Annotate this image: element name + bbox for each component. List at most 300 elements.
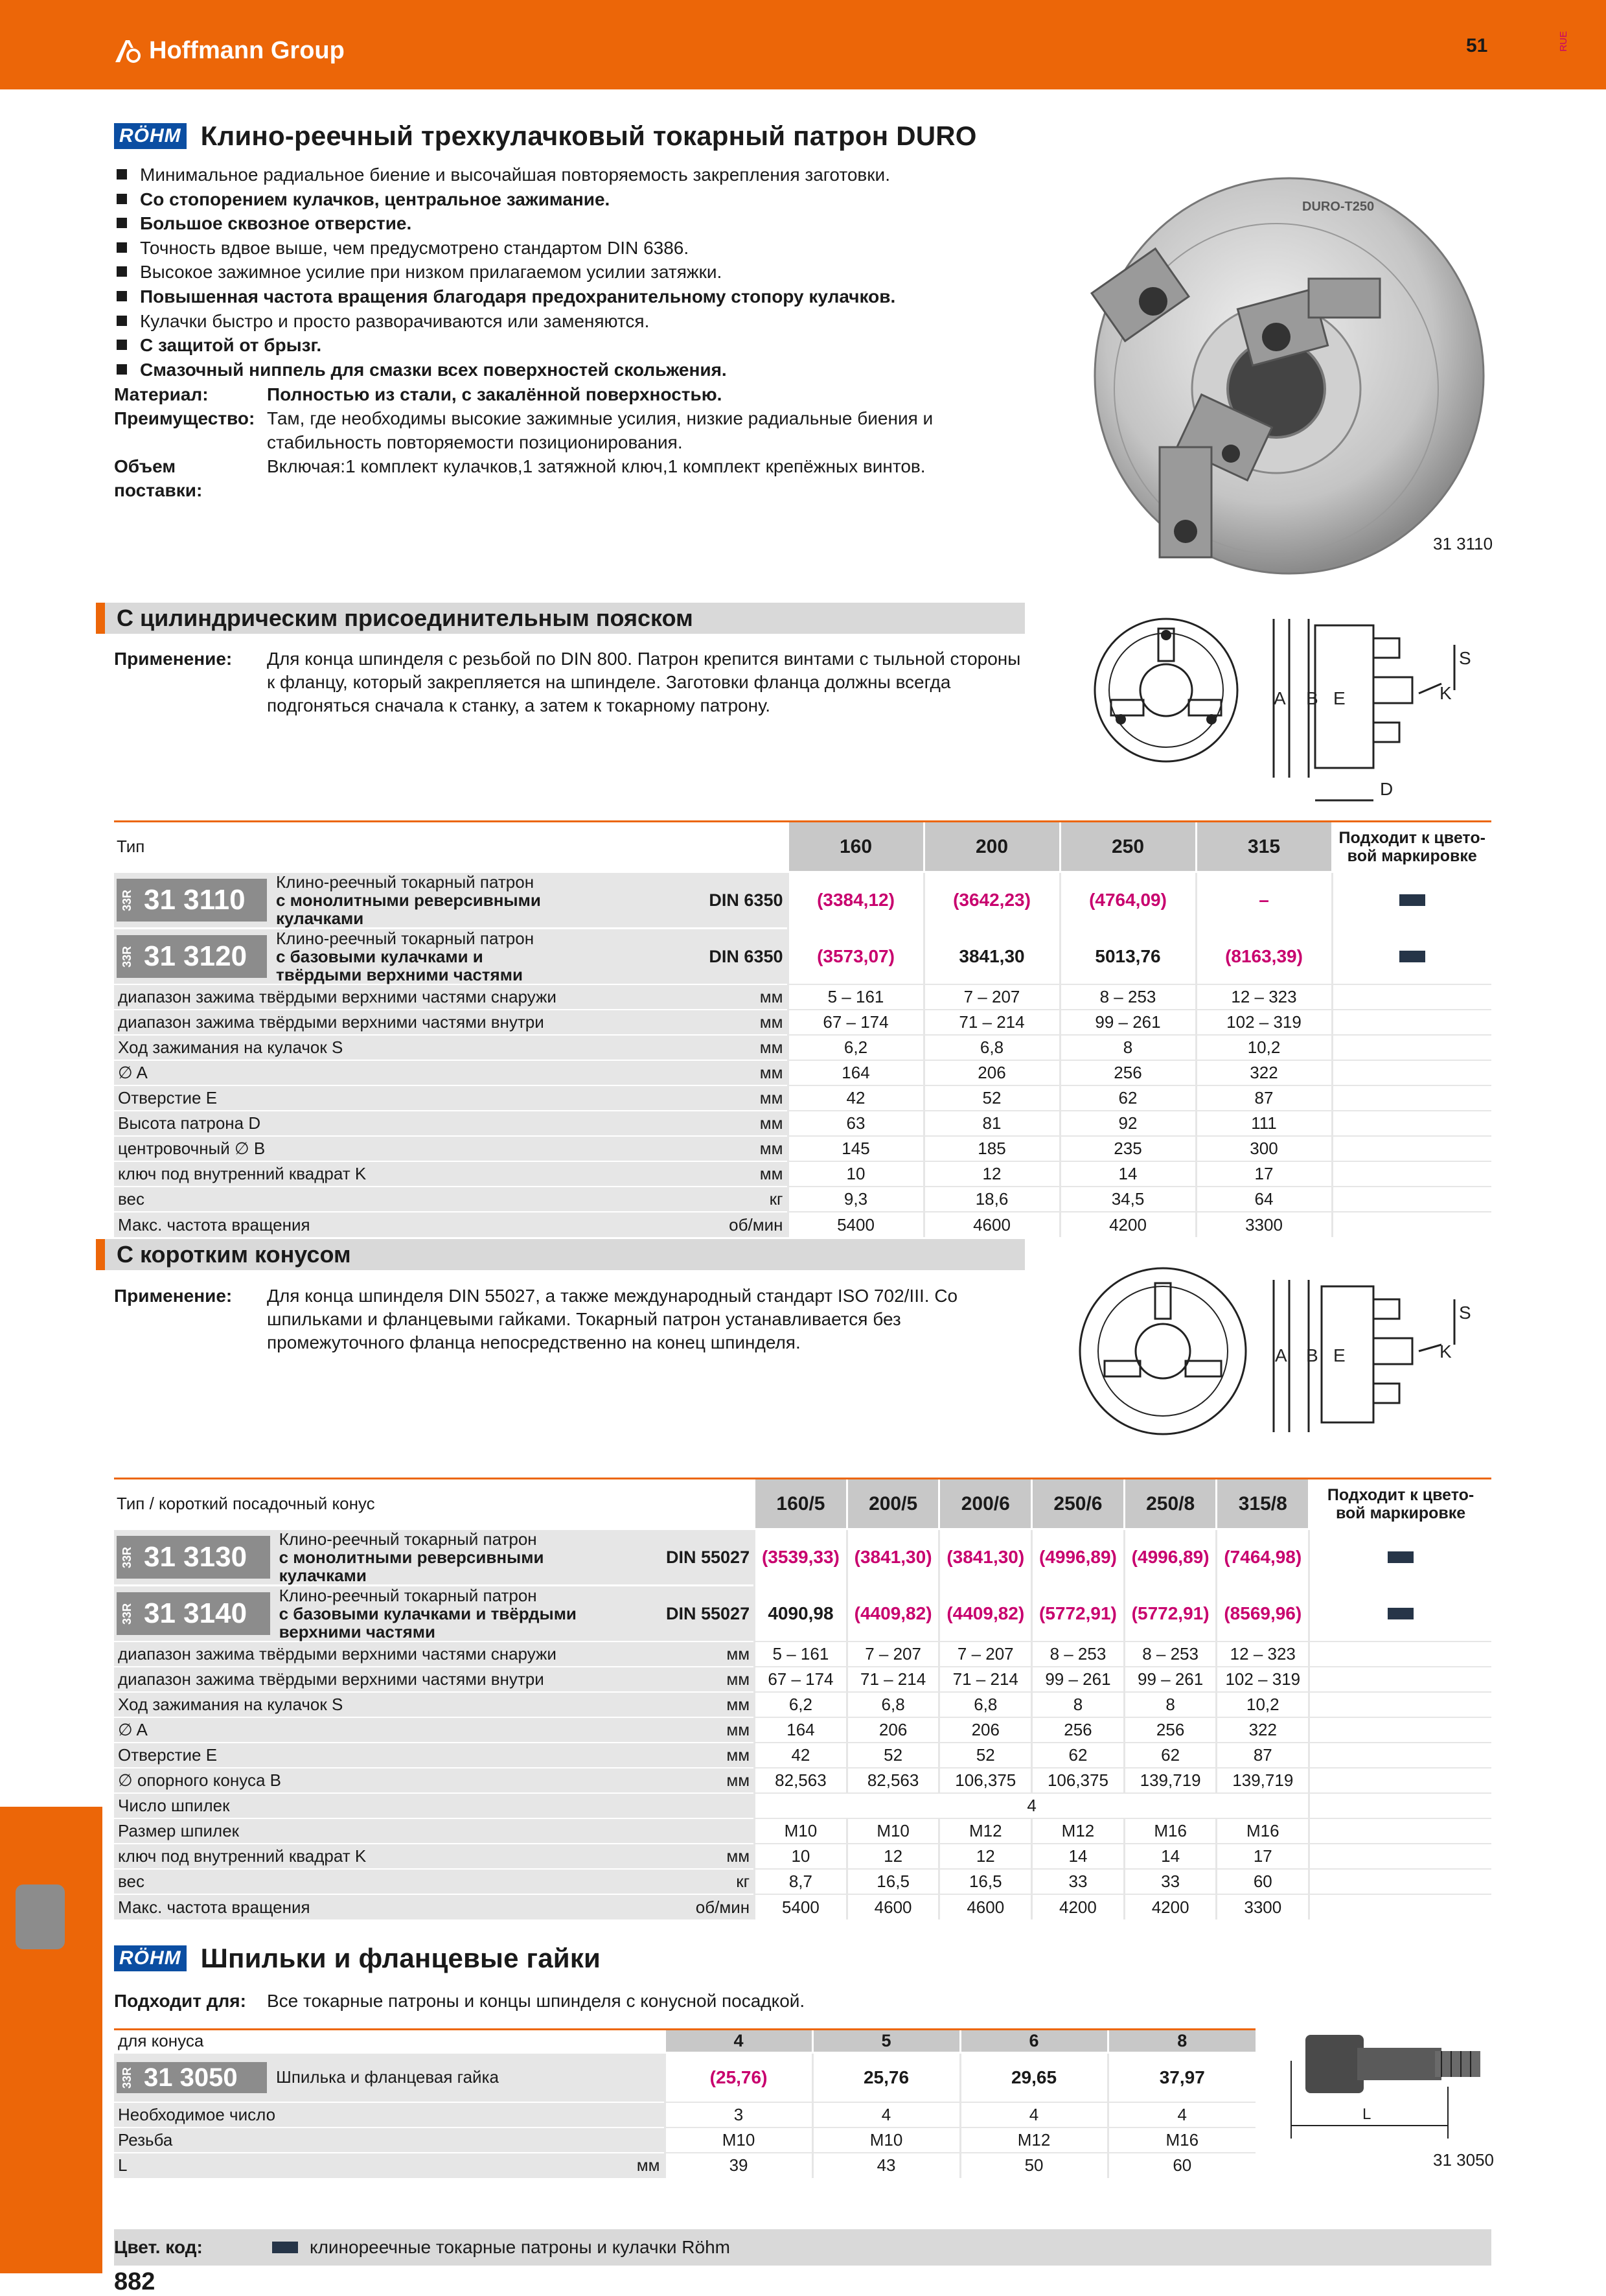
color-code-label: Цвет. код: [114, 2237, 203, 2257]
spec-value: 206 [924, 1060, 1060, 1085]
spec-unit: мм [583, 1768, 755, 1793]
spec-unit: кг [574, 1187, 788, 1212]
section-title-short-cone: С коротким конусом [117, 1241, 351, 1268]
spec-value: 8 [1060, 1035, 1196, 1060]
product-desc-line1: Клино-реечный токарный патрон [276, 872, 534, 892]
spec-value: 52 [939, 1743, 1032, 1768]
spec-value: 33 [1032, 1869, 1125, 1894]
spec-value: 106,375 [939, 1768, 1032, 1793]
rohm-logo: RÖHM [114, 1945, 187, 1971]
feature-item: Минимальное радиальное биение и высочайшая повторяемость закрепления заготовки. [114, 163, 1021, 187]
spec-value: 106,375 [1032, 1768, 1125, 1793]
type-header: Тип / короткий посадочный конус [114, 1479, 755, 1529]
price-cell[interactable]: 5013,76 [1060, 929, 1196, 985]
price-cell[interactable]: (3539,33) [755, 1529, 847, 1586]
price-cell[interactable]: 29,65 [960, 2053, 1108, 2102]
dim-k: K [1440, 1341, 1452, 1362]
product-desc-line2: с монолитными реверсивными кулачками [276, 890, 541, 928]
studs-title-row [114, 1943, 601, 1974]
price-cell[interactable]: (5772,91) [1124, 1586, 1217, 1642]
spec-unit: мм [583, 1641, 755, 1667]
color-code-footer [114, 2229, 1491, 2266]
spec-value: 12 – 323 [1196, 984, 1332, 1010]
spec-unit: мм [574, 1060, 788, 1085]
spec-unit: мм [574, 1010, 788, 1035]
spec-value: 4200 [1060, 1212, 1196, 1237]
spec-value: 6,8 [939, 1692, 1032, 1717]
spec-unit: мм [574, 984, 788, 1010]
spec-value: 4200 [1124, 1894, 1217, 1919]
spec-label: ∅ A [114, 1060, 574, 1085]
color-mark [1388, 1551, 1414, 1563]
spec-label: центровочный ∅ B [114, 1136, 574, 1161]
spec-value: 164 [788, 1060, 924, 1085]
spec-value: 18,6 [924, 1187, 1060, 1212]
section-title-cylindrical: С цилиндрическим присоединительным пояском [117, 605, 693, 631]
advantage-label: Преимущество: [114, 408, 255, 428]
spec-unit [606, 2128, 665, 2153]
product-desc-line2: с базовыми кулачками и твёрдыми верхними частями [276, 947, 523, 984]
spec-value: 64 [1196, 1187, 1332, 1212]
spec-value: 99 – 261 [1032, 1667, 1125, 1692]
fits-row [114, 1989, 1021, 2013]
spec-value: 5 – 161 [755, 1641, 847, 1667]
price-cell[interactable]: (3841,30) [939, 1529, 1032, 1586]
product-desc-line2: с базовыми кулачками и твёрдыми верхними частями [279, 1604, 577, 1641]
stud-photo [1286, 2022, 1493, 2151]
spec-value: 4 [755, 1793, 1309, 1818]
chuck-model-label: DURO-T250 [1302, 200, 1375, 214]
spec-value: 139,719 [1217, 1768, 1309, 1793]
spec-value: 8 [1032, 1692, 1125, 1717]
din-standard: DIN 55027 [583, 1529, 755, 1586]
spec-value: M10 [665, 2128, 812, 2153]
spec-value: 82,563 [755, 1768, 847, 1793]
article-number[interactable]: 31 3120 [137, 935, 267, 978]
spec-value: 12 [847, 1844, 939, 1869]
spec-value: 43 [812, 2153, 960, 2178]
spec-value: 50 [960, 2153, 1108, 2178]
spec-value: 7 – 207 [939, 1641, 1032, 1667]
feature-item: Кулачки быстро и просто разворачиваются или заменяются. [114, 309, 1021, 334]
size-column-header: 250/6 [1032, 1479, 1125, 1529]
spec-value: 17 [1196, 1161, 1332, 1187]
feature-item: Точность вдвое выше, чем предусмотрено стандартом DIN 6386. [114, 236, 1021, 261]
spec-row [114, 1869, 1491, 1894]
spec-row [114, 2153, 1256, 2178]
spec-value: 111 [1196, 1111, 1332, 1136]
feature-item: Большое сквозное отверстие. [114, 211, 1021, 236]
spec-label: L [114, 2153, 606, 2178]
spec-value: 16,5 [939, 1869, 1032, 1894]
color-mark [1388, 1608, 1414, 1619]
spec-value: 5400 [755, 1894, 847, 1919]
spec-value: 8,7 [755, 1869, 847, 1894]
product-row[interactable] [114, 929, 1491, 985]
feature-item: Высокое зажимное усилие при низком прилагаемом усилии затяжки. [114, 260, 1021, 284]
spec-value: 12 – 323 [1217, 1641, 1309, 1667]
spec-label: Ход зажимания на кулачок S [114, 1035, 574, 1060]
article-number[interactable]: 31 3140 [137, 1592, 270, 1635]
spec-value: 4 [812, 2102, 960, 2128]
size-column-header: 315/8 [1217, 1479, 1309, 1529]
spec-unit: мм [574, 1136, 788, 1161]
spec-row [114, 1035, 1491, 1060]
spec-unit: об/мин [583, 1894, 755, 1919]
dim-b: B [1306, 1345, 1318, 1365]
spec-value: 5400 [788, 1212, 924, 1237]
dim-s: S [1459, 1303, 1471, 1323]
article-prefix: 33R [117, 879, 137, 922]
din-standard: DIN 6350 [574, 872, 788, 929]
spec-value: 9,3 [788, 1187, 924, 1212]
spec-value: 256 [1060, 1060, 1196, 1085]
spec-value: 16,5 [847, 1869, 939, 1894]
brand-logo[interactable] [114, 32, 345, 69]
color-code-text: клинореечные токарные патроны и кулачки Röhm [310, 2237, 730, 2257]
spec-value: 52 [847, 1743, 939, 1768]
spec-row [114, 1692, 1491, 1717]
type-header: Тип [114, 822, 788, 872]
spec-value: 7 – 207 [924, 984, 1060, 1010]
spec-row [114, 1111, 1491, 1136]
application-label: Применение: [114, 649, 233, 669]
spec-label: ключ под внутренний квадрат K [114, 1161, 574, 1187]
spec-value: 322 [1217, 1717, 1309, 1743]
cone-column-header: 6 [960, 2030, 1108, 2053]
cone-column-header: 8 [1108, 2030, 1256, 2053]
spec-value: 7 – 207 [847, 1641, 939, 1667]
din-standard: DIN 55027 [583, 1586, 755, 1642]
article-number[interactable]: 31 3130 [137, 1536, 270, 1579]
spec-unit: мм [583, 1743, 755, 1768]
spec-label: Макс. частота вращения [114, 1894, 583, 1919]
spec-value: 33 [1124, 1869, 1217, 1894]
spec-value: 34,5 [1060, 1187, 1196, 1212]
product-desc-line1: Клино-реечный токарный патрон [276, 929, 534, 948]
spec-label: Размер шпилек [114, 1818, 583, 1844]
left-orange-stripe [0, 1807, 102, 2273]
spec-value: M10 [847, 1818, 939, 1844]
color-mark-header: Подходит к цвето-вой маркировке [1309, 1479, 1491, 1529]
spec-row [114, 1010, 1491, 1035]
spec-value: 300 [1196, 1136, 1332, 1161]
spec-value: 256 [1124, 1717, 1217, 1743]
spec-row [114, 1641, 1491, 1667]
product-row[interactable] [114, 872, 1491, 929]
price-cell[interactable]: (3384,12) [788, 872, 924, 929]
advantage-value: Там, где необходимы высокие зажимные усилия, низкие радиальные биения и стабильность повторяемости позиционирования. [267, 408, 934, 452]
spec-value: 10,2 [1196, 1035, 1332, 1060]
spec-label: Необходимое число [114, 2102, 606, 2128]
spec-unit: мм [574, 1035, 788, 1060]
din-standard: DIN 6350 [574, 929, 788, 985]
spec-row [114, 1085, 1491, 1111]
article-prefix: 33R [117, 2062, 137, 2093]
chuck-side-drawing [1270, 619, 1477, 820]
price-cell[interactable]: (4996,89) [1032, 1529, 1125, 1586]
product-desc: Шпилька и фланцевая гайка [270, 2053, 665, 2102]
product-title: Клино-реечный трехкулачковый токарный патрон DURO [200, 121, 977, 151]
spec-value: 4600 [939, 1894, 1032, 1919]
spec-value: 62 [1124, 1743, 1217, 1768]
dim-a: A [1275, 1345, 1287, 1365]
spec-label: Макс. частота вращения [114, 1212, 574, 1237]
spec-value: 42 [755, 1743, 847, 1768]
feature-item: Смазочный ниппель для смазки всех поверхностей скольжения. [114, 358, 1021, 382]
spec-unit: мм [606, 2153, 665, 2178]
dim-l: L [1362, 2105, 1371, 2123]
spec-row [114, 1136, 1491, 1161]
spec-value: 62 [1060, 1085, 1196, 1111]
spec-unit: мм [583, 1717, 755, 1743]
spec-value: 99 – 261 [1060, 1010, 1196, 1035]
spec-value: 5 – 161 [788, 984, 924, 1010]
feature-item: Повышенная частота вращения благодаря предохранительному стопору кулачков. [114, 284, 1021, 309]
price-cell[interactable]: (8569,96) [1217, 1586, 1309, 1642]
product-desc-line1: Клино-реечный токарный патрон [279, 1586, 537, 1605]
spec-row [114, 2128, 1256, 2153]
spec-value: 99 – 261 [1124, 1667, 1217, 1692]
size-column-header: 250/8 [1124, 1479, 1217, 1529]
spec-unit: об/мин [574, 1212, 788, 1237]
spec-value: 4600 [924, 1212, 1060, 1237]
spec-row [114, 1212, 1491, 1237]
spec-value: 62 [1032, 1743, 1125, 1768]
size-column-header: 315 [1196, 822, 1332, 872]
price-cell[interactable]: 37,97 [1108, 2053, 1256, 2102]
spec-value: 206 [847, 1717, 939, 1743]
spec-value: 4 [960, 2102, 1108, 2128]
spec-value: 71 – 214 [924, 1010, 1060, 1035]
spec-value: 8 – 253 [1124, 1641, 1217, 1667]
price-cell[interactable]: (3573,07) [788, 929, 924, 985]
spec-value: 63 [788, 1111, 924, 1136]
price-cell[interactable]: (7464,98) [1217, 1529, 1309, 1586]
short-cone-side-drawing [1270, 1280, 1477, 1435]
spec-unit: мм [574, 1111, 788, 1136]
spec-unit: мм [583, 1692, 755, 1717]
spec-value: 52 [924, 1085, 1060, 1111]
spec-value: 6,8 [847, 1692, 939, 1717]
spec-value: 6,2 [755, 1692, 847, 1717]
spec-label: Резьба [114, 2128, 606, 2153]
cone-column-header: 4 [665, 2030, 812, 2053]
price-cell[interactable]: (3841,30) [847, 1529, 939, 1586]
spec-label: диапазон зажима твёрдыми верхними частями снаружи [114, 984, 574, 1010]
size-column-header: 200 [924, 822, 1060, 872]
spec-value: 3300 [1217, 1894, 1309, 1919]
spec-label: Высота патрона D [114, 1111, 574, 1136]
rohm-logo: RÖHM [114, 123, 187, 149]
spec-value: 71 – 214 [939, 1667, 1032, 1692]
spec-value: 145 [788, 1136, 924, 1161]
spec-value: 10 [788, 1161, 924, 1187]
spec-row [114, 1187, 1491, 1212]
size-column-header: 200/5 [847, 1479, 939, 1529]
fits-text: Все токарные патроны и концы шпинделя с конусной посадкой. [267, 1991, 805, 2011]
application-text: Для конца шпинделя с резьбой по DIN 800. Патрон крепится винтами с тыльной стороны к фланцу, который закрепляется на шпинделе. Заготовки фланца должны всегда подгоняться сначала к станку, а затем к токарному патрону. [267, 649, 1021, 715]
side-code: RUE [1558, 31, 1569, 52]
spec-unit: мм [583, 1667, 755, 1692]
spec-value: 42 [788, 1085, 924, 1111]
spec-value: 87 [1217, 1743, 1309, 1768]
spec-label: диапазон зажима твёрдыми верхними частями внутри [114, 1667, 583, 1692]
spec-label: вес [114, 1869, 583, 1894]
spec-unit: кг [583, 1869, 755, 1894]
price-cell[interactable]: 25,76 [812, 2053, 960, 2102]
spec-value: 8 [1124, 1692, 1217, 1717]
dim-e: E [1333, 1345, 1346, 1365]
material-label: Материал: [114, 384, 209, 404]
product-desc-line1: Клино-реечный токарный патрон [279, 1529, 537, 1549]
product-row[interactable] [114, 1529, 1491, 1586]
table-short-cone [114, 1478, 1491, 1919]
spec-label: Ход зажимания на кулачок S [114, 1692, 583, 1717]
application-short-cone [114, 1284, 1021, 1354]
dim-a: A [1274, 688, 1286, 708]
spec-value: M16 [1124, 1818, 1217, 1844]
feature-item: Со стопорением кулачков, центральное зажимание. [114, 187, 1021, 212]
spec-value: 67 – 174 [788, 1010, 924, 1035]
dim-s: S [1459, 648, 1471, 668]
delivery-label: Объем поставки: [114, 456, 203, 500]
spec-row [114, 1894, 1491, 1919]
article-number[interactable]: 31 3110 [137, 879, 267, 922]
spec-value: 39 [665, 2153, 812, 2178]
size-column-header: 200/6 [939, 1479, 1032, 1529]
price-cell[interactable]: (5772,91) [1032, 1586, 1125, 1642]
spec-value: 164 [755, 1717, 847, 1743]
product-desc-line2: с монолитными реверсивными кулачками [279, 1548, 544, 1585]
spec-value: 6,8 [924, 1035, 1060, 1060]
article-prefix: 33R [117, 1592, 137, 1635]
spec-label: диапазон зажима твёрдыми верхними частями снаружи [114, 1641, 583, 1667]
spec-value: 8 – 253 [1060, 984, 1196, 1010]
spec-value: 256 [1032, 1717, 1125, 1743]
cone-column-header: 5 [812, 2030, 960, 2053]
spec-value: 14 [1032, 1844, 1125, 1869]
feature-list [114, 163, 1021, 382]
chuck-category-icon[interactable] [16, 1884, 65, 1949]
color-mark-header: Подходит к цвето-вой маркировке [1332, 822, 1491, 872]
spec-value: M16 [1108, 2128, 1256, 2153]
feature-item: С защитой от брызг. [114, 333, 1021, 358]
spec-value: 4200 [1032, 1894, 1125, 1919]
price-cell[interactable]: (3642,23) [924, 872, 1060, 929]
spec-unit: мм [574, 1085, 788, 1111]
spec-value: 60 [1217, 1869, 1309, 1894]
spec-value: M10 [812, 2128, 960, 2153]
spec-row [114, 1768, 1491, 1793]
delivery-value: Включая:1 комплект кулачков,1 затяжной ключ,1 комплект крепёжных винтов. [267, 456, 926, 476]
spec-value: 14 [1060, 1161, 1196, 1187]
dim-d: D [1380, 779, 1394, 799]
spec-unit [583, 1793, 755, 1818]
color-mark [272, 2242, 298, 2253]
spec-label: Отверстие E [114, 1085, 574, 1111]
dim-e: E [1333, 688, 1346, 708]
spec-value: 87 [1196, 1085, 1332, 1111]
spec-value: 60 [1108, 2153, 1256, 2178]
product-row[interactable] [114, 2053, 1256, 2102]
spec-value: M16 [1217, 1818, 1309, 1844]
spec-row [114, 1818, 1491, 1844]
hoffmann-logo-icon [114, 38, 143, 64]
price-cell[interactable]: (4764,09) [1060, 872, 1196, 929]
spec-unit: мм [574, 1161, 788, 1187]
spec-row [114, 2102, 1256, 2128]
size-column-header: 250 [1060, 822, 1196, 872]
spec-value: 67 – 174 [755, 1667, 847, 1692]
spec-unit [606, 2102, 665, 2128]
price-cell[interactable]: (4996,89) [1124, 1529, 1217, 1586]
spec-value: 322 [1196, 1060, 1332, 1085]
spec-label: диапазон зажима твёрдыми верхними частями внутри [114, 1010, 574, 1035]
short-cone-front-drawing [1069, 1264, 1257, 1439]
table-cylindrical [114, 820, 1491, 1237]
section-bar-cylindrical [96, 603, 1025, 634]
spec-value: 71 – 214 [847, 1667, 939, 1692]
dim-k: K [1440, 683, 1452, 703]
spec-value: M12 [1032, 1818, 1125, 1844]
price-cell[interactable]: 3841,30 [924, 929, 1060, 985]
spec-value: 10 [755, 1844, 847, 1869]
spec-value: 3 [665, 2102, 812, 2128]
studs-title: Шпильки и фланцевые гайки [200, 1943, 601, 1973]
spec-value: 12 [939, 1844, 1032, 1869]
price-cell[interactable]: – [1196, 872, 1332, 929]
spec-value: M12 [939, 1818, 1032, 1844]
price-cell[interactable]: (4409,82) [939, 1586, 1032, 1642]
table-studs [114, 2028, 1256, 2178]
spec-label: ключ под внутренний квадрат K [114, 1844, 583, 1869]
spec-row [114, 1161, 1491, 1187]
spec-value: 3300 [1196, 1212, 1332, 1237]
spec-row [114, 984, 1491, 1010]
dim-b: B [1306, 688, 1318, 708]
spec-row [114, 1743, 1491, 1768]
spec-unit: мм [583, 1844, 755, 1869]
spec-block [114, 382, 1021, 502]
catalog-page-number: 882 [114, 2268, 155, 2295]
spec-value: 6,2 [788, 1035, 924, 1060]
price-cell[interactable]: (4409,82) [847, 1586, 939, 1642]
page-number: 51 [1466, 35, 1488, 56]
spec-value: 206 [939, 1717, 1032, 1743]
spec-row [114, 1060, 1491, 1085]
price-cell[interactable]: 4090,98 [755, 1586, 847, 1642]
article-prefix: 33R [117, 935, 137, 978]
spec-value: 235 [1060, 1136, 1196, 1161]
spec-value: 102 – 319 [1196, 1010, 1332, 1035]
spec-label: ∅ опорного конуса B [114, 1768, 583, 1793]
spec-value: M12 [960, 2128, 1108, 2153]
article-number[interactable]: 31 3050 [137, 2062, 267, 2093]
article-prefix: 33R [117, 1536, 137, 1579]
spec-value: 82,563 [847, 1768, 939, 1793]
product-row[interactable] [114, 1586, 1491, 1642]
photo-caption-2: 31 3050 [1433, 2150, 1494, 2170]
brand-name: Hoffmann Group [149, 36, 345, 64]
fits-label: Подходит для: [114, 1991, 246, 2011]
price-cell[interactable]: (8163,39) [1196, 929, 1332, 985]
spec-value: M10 [755, 1818, 847, 1844]
price-cell[interactable]: (25,76) [665, 2053, 812, 2102]
spec-value: 4 [1108, 2102, 1256, 2128]
photo-caption-1: 31 3110 [1433, 534, 1493, 553]
spec-label: Число шпилек [114, 1793, 583, 1818]
